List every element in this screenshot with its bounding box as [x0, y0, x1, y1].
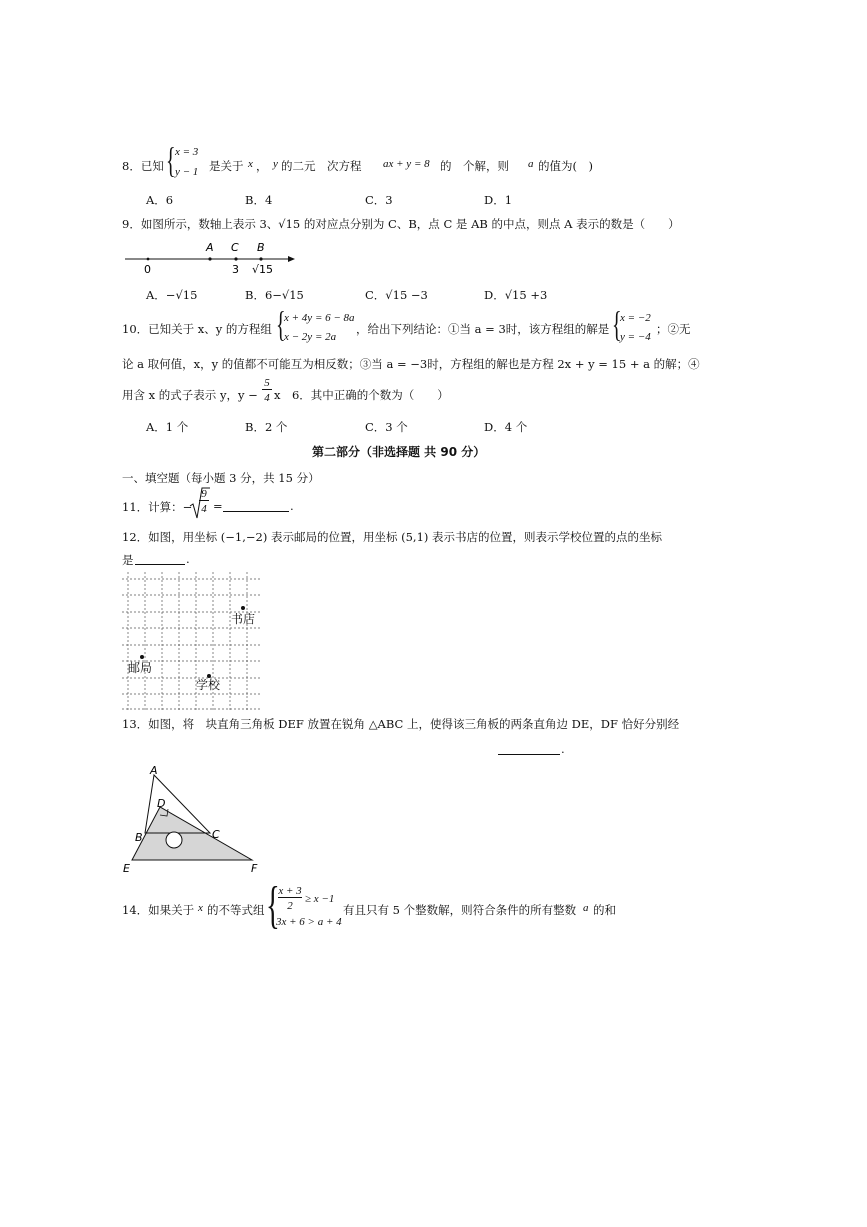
q10-tail: ；②无 [656, 322, 691, 336]
q10-fraction-num: 5 [262, 378, 272, 390]
q9-label-b: B [257, 241, 265, 254]
q12-shop-point [241, 606, 245, 610]
q8-system-line1: x = 3 [175, 146, 199, 158]
q13-label-f: F [251, 862, 258, 875]
q11-fraction-den: 4 [201, 503, 207, 515]
q10-solution-line2: y = −4 [620, 331, 651, 343]
q11-lead: 11．计算：− [122, 500, 193, 514]
q12-line2: 是 [122, 553, 134, 567]
q14-var-a: a [583, 902, 589, 914]
q13-triangle-figure [118, 760, 268, 878]
q8-brace: { [166, 140, 176, 180]
q11-fraction-num: 9 [199, 489, 209, 501]
q10-fraction-den: 4 [264, 392, 270, 404]
q9-label-a: A [206, 241, 214, 254]
part2-heading: 第二部分（非选择题 共 90 分） [312, 445, 486, 459]
q12-label-post: 邮局 [128, 661, 153, 675]
q14-var-x: x [198, 902, 203, 914]
q9-point-b [259, 257, 262, 260]
q10-solution-line1: x = −2 [620, 312, 651, 324]
q14-tail: 有且只有 5 个整数解，则符合条件的所有整数 [343, 903, 577, 917]
q12-end: . [186, 552, 190, 566]
q13-end: . [561, 742, 565, 756]
q12-label-shop: 书店 [231, 612, 256, 626]
q14-ineq2: 3x + 6 > a + 4 [276, 916, 342, 928]
q8-var-a: a [528, 158, 534, 170]
q8-option-d[interactable]: D．1 [484, 193, 513, 207]
q12-line1: 12．如图，用坐标 (−1,−2) 表示邮局的位置，用坐标 (5,1) 表示书店的位置，则表示学校位置的点的坐标 [122, 530, 663, 544]
q12-grid-figure [122, 572, 264, 712]
q12-answer-blank[interactable] [135, 552, 185, 565]
q13-hole [166, 832, 182, 848]
q9-option-b[interactable]: B．6−√15 [245, 288, 304, 302]
q9-option-d[interactable]: D．√15 +3 [484, 288, 548, 302]
q8-text1: 是关于 [209, 159, 244, 173]
q10-option-d[interactable]: D．4 个 [484, 420, 528, 434]
q9-label-sqrt15: √15 [252, 263, 274, 276]
q14-lead: 14．如果关于 [122, 903, 195, 917]
q11-end: . [290, 499, 294, 513]
q10-mid: ，给出下列结论：①当 a = 3时，该方程组的解是 [356, 322, 610, 336]
q9-stem: 9．如图所示，数轴上表示 3、√15 的对应点分别为 C、B，点 C 是 AB 的中点，则点 A 表示的数是（ ） [122, 217, 680, 231]
q14-mid: 的不等式组 [207, 903, 265, 917]
q9-number-line [120, 238, 300, 278]
q11-answer-blank[interactable] [223, 499, 289, 512]
q13-label-e: E [123, 862, 130, 875]
q12-label-school: 学校 [196, 678, 221, 692]
q8-text3: 的 个解，则 [440, 159, 509, 173]
q14-brace: { [266, 877, 280, 934]
q14-ineq1-rhs: ≥ x −1 [305, 893, 335, 905]
q10-system-line1: x + 4y = 6 − 8a [284, 312, 355, 324]
q14-ineq1-num: x + 3 [278, 885, 302, 897]
section-fill-heading: 一、填空题（每小题 3 分，共 15 分） [122, 471, 320, 485]
q9-point-a [208, 257, 211, 260]
q13-label-c: C [212, 828, 220, 841]
q10-option-c[interactable]: C．3 个 [365, 420, 408, 434]
q8-system-line2: y − 1 [175, 166, 199, 178]
q10-lead: 10．已知关于 x、y 的方程组 [122, 322, 272, 336]
q13-label-a: A [150, 764, 158, 777]
q8-option-c[interactable]: C．3 [365, 193, 393, 207]
q9-point-c [234, 257, 237, 260]
q10-option-b[interactable]: B．2 个 [245, 420, 288, 434]
q8-equation: ax + y = 8 [383, 158, 430, 170]
q8-option-b[interactable]: B．4 [245, 193, 273, 207]
q13-label-d: D [157, 797, 166, 810]
q9-label-three: 3 [232, 263, 239, 276]
q10-option-a[interactable]: A．1 个 [146, 420, 189, 434]
q12-post-point [140, 655, 144, 659]
q10-brace: { [276, 304, 286, 344]
q10-system-line2: x − 2y = 2a [284, 331, 337, 343]
q10-line3a: 用含 x 的式子表示 y，y − [122, 388, 258, 402]
q8-comma: ， [256, 159, 268, 173]
q8-text4: 的值为( ) [538, 159, 593, 173]
q8-number: 8．已知 [122, 159, 164, 173]
q8-var-y: y [273, 158, 278, 170]
q10-line3b: x 6．其中正确的个数为（ ） [274, 388, 449, 402]
q8-var-x: x [248, 158, 253, 170]
q11-equals: = [213, 499, 223, 513]
q14-tail2: 的和 [593, 903, 616, 917]
q14-ineq1-den: 2 [287, 900, 293, 912]
q10-solution-brace: { [612, 304, 622, 344]
q13-answer-blank[interactable] [498, 742, 560, 755]
q9-label-c: C [231, 241, 239, 254]
q9-option-c[interactable]: C．√15 −3 [365, 288, 428, 302]
q9-option-a[interactable]: A．−√15 [146, 288, 198, 302]
q10-line2: 论 a 取何值，x，y 的值都不可能互为相反数；③当 a = −3时，方程组的解也是方程 2x + y = 15 + a 的解；④ [122, 357, 700, 371]
q8-option-a[interactable]: A．6 [146, 193, 174, 207]
q13-line1: 13．如图，将 块直角三角板 DEF 放置在锐角 △ABC 上，使得该三角板的两条直角边 DE，DF 恰好分别经 [122, 717, 680, 731]
q13-label-b: B [135, 831, 143, 844]
q8-text2: 的二元 次方程 [281, 159, 362, 173]
q9-label-zero: 0 [144, 263, 151, 276]
